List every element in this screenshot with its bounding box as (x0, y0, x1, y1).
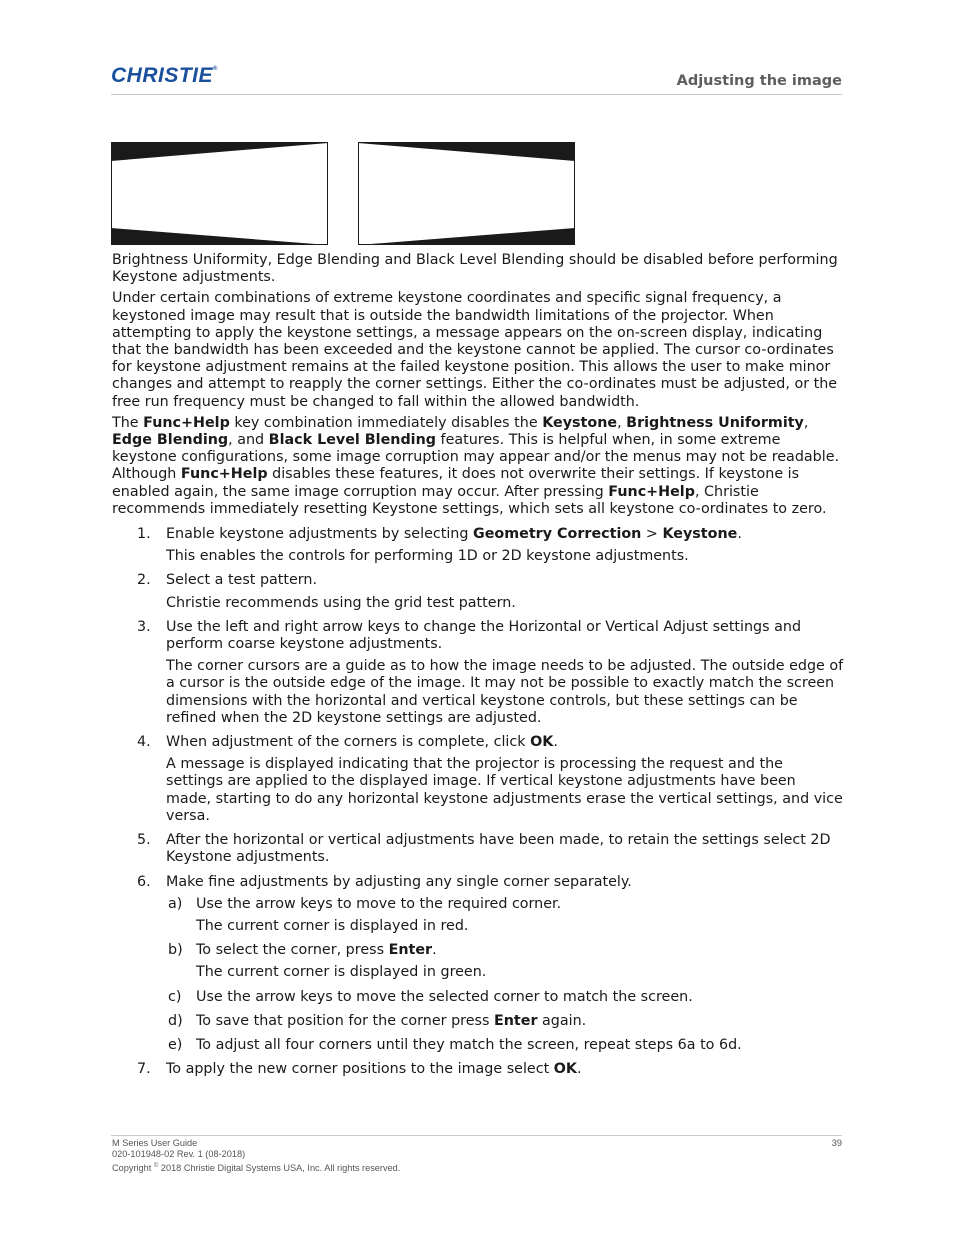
step-result: A message is displayed indicating that the projector is processing the request and the settings are applied to the displayed image. If vertical keystone adjustments have been made, starting to do any horizontal keystone adjustments erase the vertical settings, and vice versa. (166, 756, 843, 824)
christie-logo: CHRISTIE® (111, 64, 218, 87)
substep-letter: b) (168, 942, 183, 959)
footer-guide-title: M Series User Guide (112, 1138, 198, 1148)
step-number: 1. (137, 526, 151, 543)
substep-text: To save that position for the corner press Enter again. (196, 1012, 587, 1029)
substep-d (166, 1013, 844, 1030)
page-number: 39 (831, 1138, 842, 1148)
step-number: 7. (137, 1061, 151, 1078)
step-number: 5. (137, 832, 151, 849)
substep-result: The current corner is displayed in red. (196, 917, 469, 934)
step-4 (112, 734, 844, 825)
step-5 (112, 832, 844, 866)
page-footer (112, 1138, 842, 1174)
step-number: 4. (137, 734, 151, 751)
substep-letter: e) (168, 1036, 183, 1053)
substep-e (166, 1037, 844, 1054)
keystone-figure-right (358, 142, 576, 246)
step-2 (112, 572, 844, 611)
step-text: To apply the new corner positions to the image select OK. (166, 1061, 582, 1078)
sub-steps (166, 896, 844, 1054)
substep-c (166, 989, 844, 1006)
paragraph-func-help: The Func+Help key combination immediately disables the Keystone, Brightness Uniformity, Edge Blending, and Black Level Blending features. This is helpful when, in some extreme keystone configurations, some image corruption may appear and/or the menus may not be readable. Although Func+Help disables these features, it does not overwrite their settings. If keystone is enabled again, the same image corruption may occur. After pressing Func+Help, Christie recommends immediately resetting Keystone settings, which sets all keystone co-ordinates to zero. (112, 414, 840, 517)
paragraph-disable-note: Brightness Uniformity, Edge Blending and Black Level Blending should be disabled before performing Keystone adjustments. (112, 252, 838, 286)
substep-result: The current corner is displayed in green. (196, 964, 487, 981)
footer-revision: 020-101948-02 Rev. 1 (08-2018) (112, 1149, 246, 1160)
step-result: The corner cursors are a guide as to how the image needs to be adjusted. The outside edge of a cursor is the outside edge of the image. It may not be possible to exactly match the screen dimensions with the horizontal and vertical keystone controls, but these settings can be refined when the 2D keystone settings are adjusted. (166, 658, 844, 726)
keystone-figure-left (111, 142, 329, 246)
substep-text: To adjust all four corners until they match the screen, repeat steps 6a to 6d. (196, 1036, 742, 1053)
step-number: 3. (137, 618, 151, 635)
step-result: Christie recommends using the grid test pattern. (166, 594, 516, 611)
step-6 (112, 874, 844, 1055)
step-7 (112, 1061, 844, 1078)
step-text: After the horizontal or vertical adjustments have been made, to retain the settings select 2D Keystone adjustments. (166, 832, 831, 866)
substep-letter: c) (168, 988, 182, 1005)
step-number: 2. (137, 572, 151, 589)
step-text: Enable keystone adjustments by selecting Geometry Correction > Keystone. (166, 526, 742, 543)
step-result: This enables the controls for performing 1D or 2D keystone adjustments. (166, 548, 689, 565)
step-text: Select a test pattern. (166, 572, 318, 589)
substep-text: Use the arrow keys to move to the required corner. (196, 895, 562, 912)
substep-a (166, 896, 844, 935)
substep-text: Use the arrow keys to move the selected corner to match the screen. (196, 988, 693, 1005)
substep-text: To select the corner, press Enter. (196, 942, 437, 959)
substep-letter: a) (168, 895, 183, 912)
step-text: Use the left and right arrow keys to change the Horizontal or Vertical Adjust settings and perform coarse keystone adjustments. (166, 618, 802, 653)
step-3 (112, 619, 844, 727)
procedure-steps (112, 526, 844, 1078)
step-text: When adjustment of the corners is complete, click OK. (166, 734, 558, 751)
step-1 (112, 526, 844, 565)
header-divider (111, 94, 842, 95)
step-number: 6. (137, 873, 151, 890)
substep-b (166, 942, 844, 981)
footer-copyright: Copyright © 2018 Christie Digital Systems USA, Inc. All rights reserved. (112, 1162, 401, 1173)
step-text: Make fine adjustments by adjusting any single corner separately. (166, 873, 632, 890)
paragraph-bandwidth: Under certain combinations of extreme keystone coordinates and specific signal frequency, a keystoned image may result that is outside the bandwidth limitations of the projector. When attempting to apply the keystone settings, a message appears on the on-screen display, indicating that the bandwidth has been exceeded and the keystone cannot be applied. The cursor co-ordinates for keystone adjustment remains at the failed keystone position. This allows the user to make minor changes and attempt to reapply the corner settings. Either the co-ordinates must be adjusted, or the free run frequency must be changed to fall within the allowed bandwidth. (112, 290, 838, 410)
footer-divider (111, 1135, 842, 1136)
substep-letter: d) (168, 1012, 183, 1029)
section-title: Adjusting the image (676, 73, 842, 89)
main-content (112, 252, 844, 1085)
